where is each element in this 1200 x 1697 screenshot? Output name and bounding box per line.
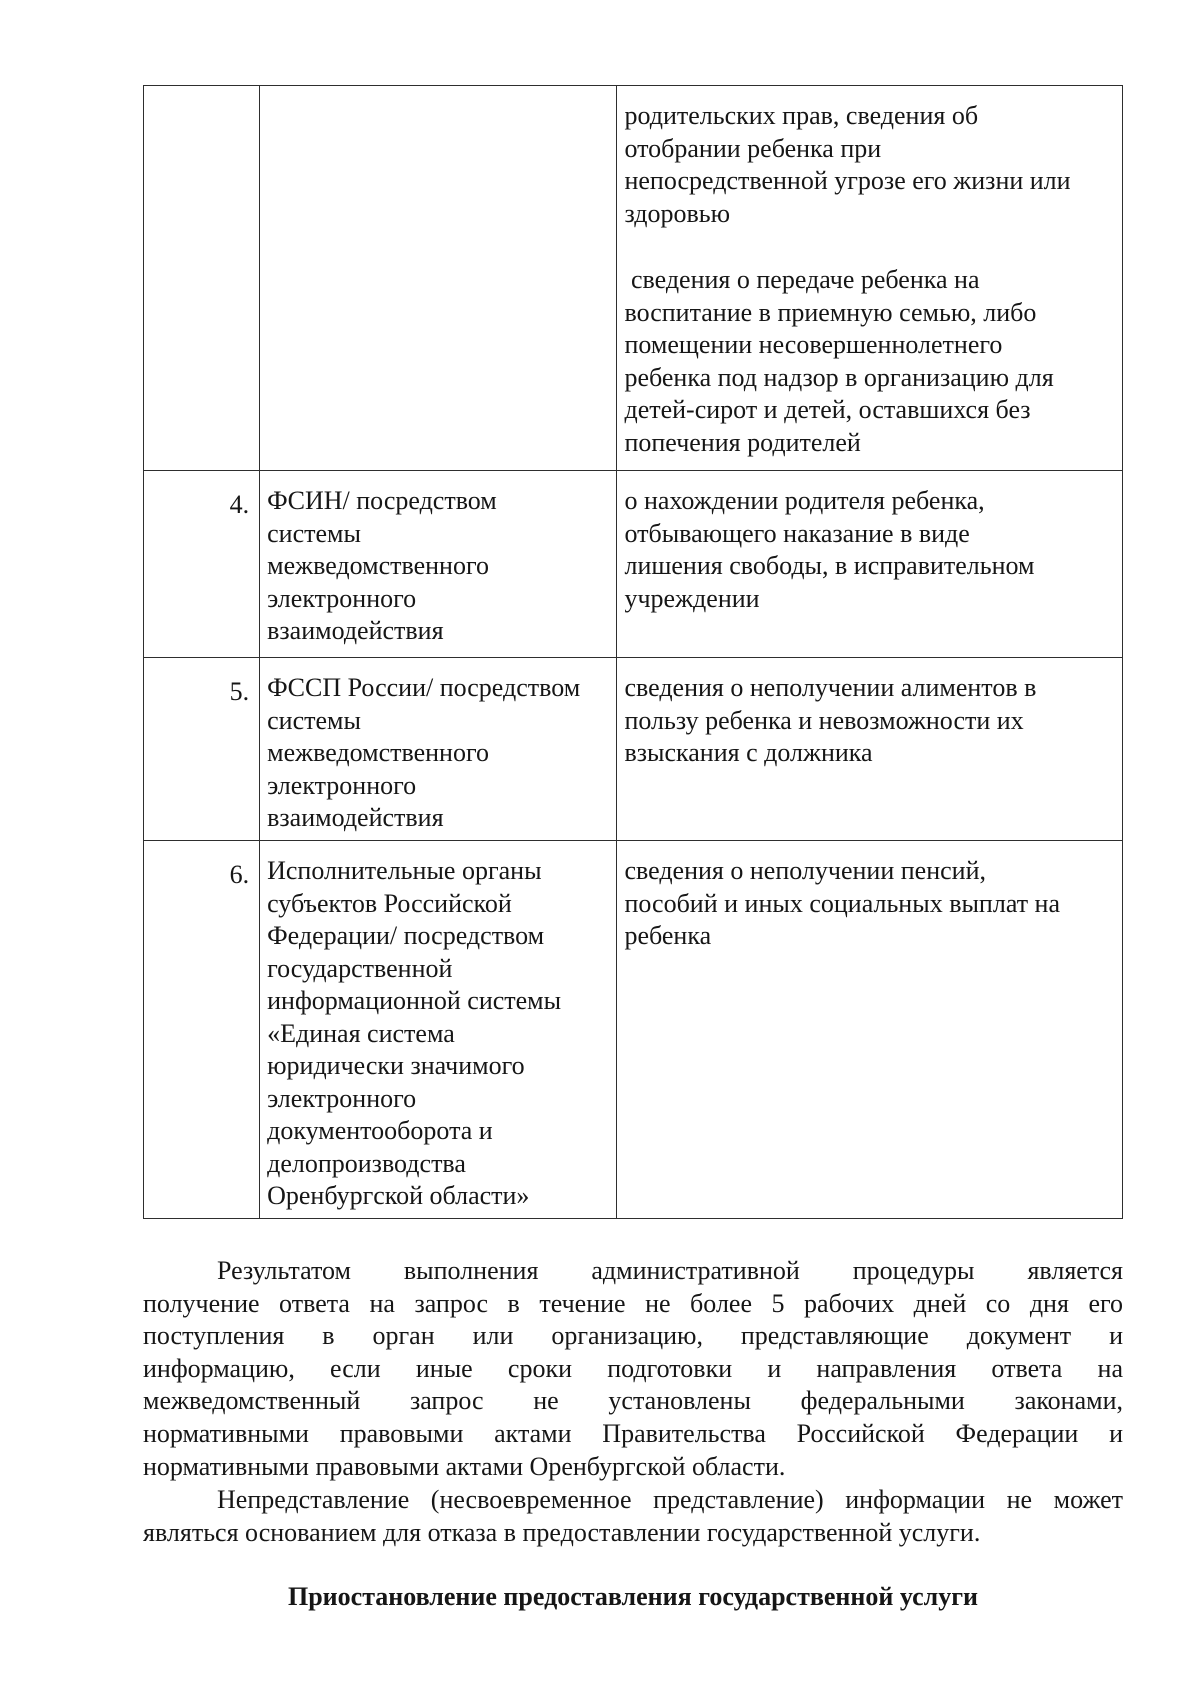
interagency-requests-table [143,85,1123,1219]
agency-line: информационной системы [267,986,562,1015]
information-line: пользу ребенка и невозможности их [624,705,1024,735]
paragraph-line: получение ответа на запрос в течение не более 5 рабочих дней со дня его [143,1288,1123,1318]
information-line: детей-сирот и детей, оставшихся без [624,395,1031,424]
table-row [144,86,1123,471]
row-number-cell [144,86,260,471]
information-cell [617,471,1123,658]
information-cell [617,86,1123,471]
agency-cell [260,841,617,1219]
information-line: сведения о неполучении пенсий, [624,856,986,885]
agency-line: электронного [267,1083,417,1113]
table-body [144,86,1123,1219]
agency-line: юридически значимого [267,1051,525,1080]
agency-line: Федерации/ посредством [267,921,545,950]
row-number-cell [144,841,260,1219]
agency-line: электронного [267,583,417,613]
information-cell [617,658,1123,841]
row-number: 5. [229,677,250,706]
information-line: сведения о неполучении алиментов в [624,673,1037,702]
row-number-cell [144,471,260,658]
information-line: учреждении [624,583,760,613]
information-line: родительских прав, сведения об [624,101,979,130]
agency-line: системы [267,518,361,548]
agency-line: электронного [267,770,417,800]
agency-line: делопроизводства [267,1148,466,1178]
paragraph-line: поступления в орган или организацию, представляющие документ и [143,1321,1123,1351]
agency-line: государственной [267,953,453,983]
information-line: сведения о передаче ребенка на [624,265,980,294]
information-line: попечения родителей [624,427,861,457]
information-line: взыскания с должника [624,738,873,767]
information-line: непосредственной угрозе его жизни или [624,166,1071,195]
agency-cell [260,471,617,658]
information-cell [617,841,1123,1219]
paragraph-line: являться основанием для отказа в предоставлении государственной услуги. [143,1517,981,1547]
row-number-cell [144,658,260,841]
agency-line: ФССП России/ посредством [267,673,581,702]
agency-line: системы [267,705,361,735]
information-line: ребенка под надзор в организацию для [624,362,1054,392]
paragraph-line: Непредставление (несвоевременное представление) информации не может [217,1485,1123,1514]
table-row [144,841,1123,1219]
information-line: о нахождении родителя ребенка, [624,486,985,515]
agency-cell [260,658,617,841]
information-line: воспитание в приемную семью, либо [624,297,1037,327]
agency-line: «Единая система [267,1018,455,1048]
row-number: 6. [229,860,250,889]
agency-line: Оренбургской области» [267,1181,530,1210]
information-line: здоровью [624,198,731,228]
agency-line: документооборота и [267,1116,493,1145]
result-paragraph [143,1255,1123,1483]
paragraph-line: информацию, если иные сроки подготовки и направления ответа на [143,1353,1123,1383]
agency-line: взаимодействия [267,616,444,645]
agency-line: межведомственного [267,551,489,580]
agency-line: ФСИН/ посредством [267,486,497,515]
information-line: отбывающего наказание в виде [624,518,970,548]
row-number [144,86,259,104]
table-row [144,658,1123,841]
paragraph-line: нормативными правовыми актами Оренбургской области. [143,1451,786,1481]
information-line: пособий и иных социальных выплат на [624,888,1061,918]
information-line: лишения свободы, в исправительном [624,551,1035,580]
information-line: ребенка [624,921,712,950]
information-line: помещении несовершеннолетнего [624,330,1003,359]
paragraph-line: межведомственный запрос не установлены федеральными законами, [143,1386,1123,1416]
paragraph-line: Результатом выполнения административной процедуры является [217,1256,1123,1285]
table-row [144,471,1123,658]
agency-line: взаимодействия [267,803,444,832]
section-heading: Приостановление предоставления государственной услуги [287,1582,978,1611]
agency-cell [260,86,617,471]
agency-line: Исполнительные органы [267,856,542,885]
paragraph-line: нормативными правовыми актами Правительства Российской Федерации и [143,1418,1123,1448]
agency-line: субъектов Российской [267,888,512,918]
refusal-paragraph [143,1484,1123,1549]
agency-line: межведомственного [267,738,489,767]
information-line: отобрании ребенка при [624,133,882,163]
row-number: 4. [229,490,250,519]
